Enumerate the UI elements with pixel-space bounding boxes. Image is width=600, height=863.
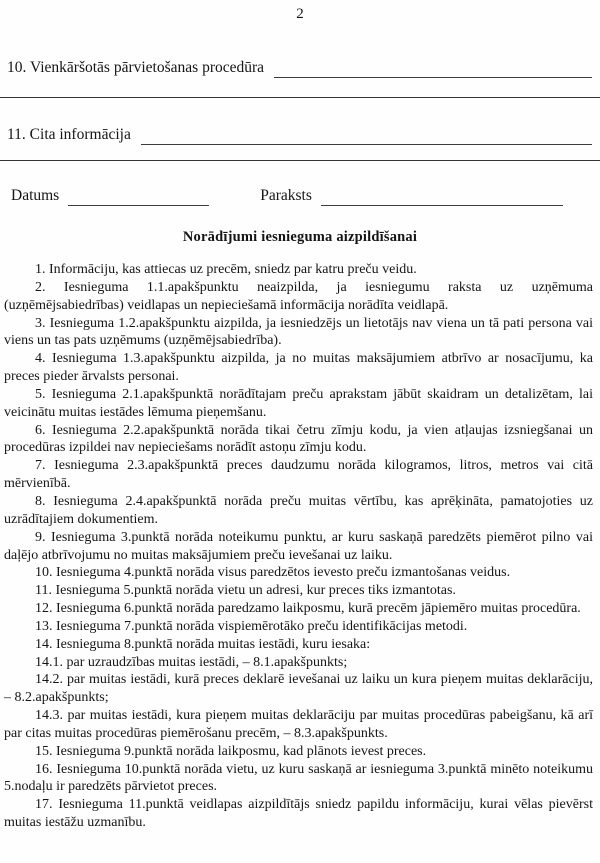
instruction-paragraph-3: 3. Iesnieguma 1.2.apakšpunktu aizpilda, ja iesniedzējs un lietotājs nav viena un tā pati persona vai viens un tas pats uzņēmums (uzņēmējsabiedrība). <box>4 315 593 349</box>
field-10-blank-line <box>274 60 592 78</box>
instruction-paragraph-14-2: 14.2. par muitas iestādi, kurā preces deklarē ievešanai uz laiku un kura pieņem muitas deklarāciju, – 8.2.apakšpunkts; <box>4 672 593 706</box>
page-number: 2 <box>296 6 304 22</box>
instruction-paragraph-11: 11. Iesnieguma 5.punktā norāda vietu un adresi, kur preces tiks izmantotas. <box>35 583 456 599</box>
field-11-blank-line <box>141 127 592 145</box>
instruction-paragraph-4: 4. Iesnieguma 1.3.apakšpunktu aizpilda, ja no muitas maksājumiem atbrīvo ar nosacījumu, ka preces pieder ārvalsts personai. <box>4 351 593 385</box>
field-10-label: 10. Vienkāršotās pārvietošanas procedūra <box>7 59 265 76</box>
instruction-paragraph-14-1: 14.1. par uzraudzības muitas iestādi, – 8.1.apakšpunkts; <box>35 654 348 670</box>
instructions-heading: Norādījumi iesnieguma aizpildīšanai <box>182 229 418 245</box>
instructions-body <box>4 261 593 832</box>
instruction-paragraph-1: 1. Informāciju, kas attiecas uz precēm, sniedz par katru preču veidu. <box>35 262 417 277</box>
field-11-label: 11. Cita informācija <box>7 126 131 143</box>
field-10-row <box>7 58 592 78</box>
instruction-paragraph-8: 8. Iesnieguma 2.4.apakšpunktā norāda preču muitas vērtību, kas aprēķināta, pamatojoties uz uzrādītajiem dokumentiem. <box>4 493 593 527</box>
datums-blank-line <box>68 188 209 206</box>
instruction-paragraph-14-3: 14.3. par muitas iestādi, kura pieņem muitas deklarāciju par muitas procedūras pabeigšanu, kā arī par citas muitas procedūras piemērošanu precēm, – 8.3.apakšpunkts. <box>4 708 593 741</box>
instruction-paragraph-6: 6. Iesnieguma 2.2.apakšpunktā norāda tikai četru zīmju kodu, ja vien atļaujas izsniegšanai un procedūras izpildei nav nepieciešams norādīt astoņu zīmju kodu. <box>4 422 593 456</box>
instruction-paragraph-16: 16. Iesnieguma 10.punktā norāda vietu, uz kuru saskaņā ar iesnieguma 3.punktā minēto noteikumu 5.nodaļu ir paredzēts pārvietot preces. <box>4 761 593 795</box>
instruction-paragraph-15: 15. Iesnieguma 9.punktā norāda laikposmu, kad plānots ievest preces. <box>35 743 427 759</box>
date-signature-row <box>11 186 592 206</box>
field-11-row <box>7 125 592 145</box>
paraksts-blank-line <box>321 188 563 206</box>
datums-label: Datums <box>11 187 60 204</box>
instruction-paragraph-10: 10. Iesnieguma 4.punktā norāda visus paredzētos ievesto preču izmantošanas veidus. <box>35 565 511 581</box>
instruction-paragraph-14: 14. Iesnieguma 8.punktā norāda muitas iestādi, kuru iesaka: <box>35 636 371 652</box>
paraksts-label: Paraksts <box>260 187 312 204</box>
instruction-paragraph-13: 13. Iesnieguma 7.punktā norāda vispiemērotāko preču identifikācijas metodi. <box>35 618 468 634</box>
instruction-paragraph-17: 17. Iesnieguma 11.punktā veidlapas aizpildītājs sniedz papildu informāciju, kurai vēlas pievērst muitas iestāžu uzmanību. <box>4 797 593 831</box>
instruction-paragraph-9: 9. Iesnieguma 3.punktā norāda noteikumu punktu, ar kuru saskaņā paredzēts piemērot pilno vai daļējo atbrīvojumu no muitas maksājumiem preču ievešanai uz laiku. <box>4 529 593 563</box>
horizontal-rule <box>0 97 600 98</box>
instruction-paragraph-7: 7. Iesnieguma 2.3.apakšpunktā preces daudzumu norāda kilogramos, litros, metros vai citā mērvienībā. <box>4 458 593 492</box>
instruction-paragraph-12: 12. Iesnieguma 6.punktā norāda paredzamo laikposmu, kurā precēm jāpiemēro muitas procedūra. <box>35 601 581 617</box>
instruction-paragraph-2: 2. Iesnieguma 1.1.apakšpunktu neaizpilda, ja iesniegumu raksta uz uzņēmuma (uzņēmējsabiedrības) veidlapas un nepieciešamā informācija norādīta veidlapā. <box>4 279 593 313</box>
instruction-paragraph-5: 5. Iesnieguma 2.1.apakšpunktā norādītajam preču aprakstam jābūt skaidram un detalizētam, lai veicinātu muitas iestādes lēmuma pieņemšanu. <box>4 386 593 420</box>
horizontal-rule <box>0 160 600 161</box>
